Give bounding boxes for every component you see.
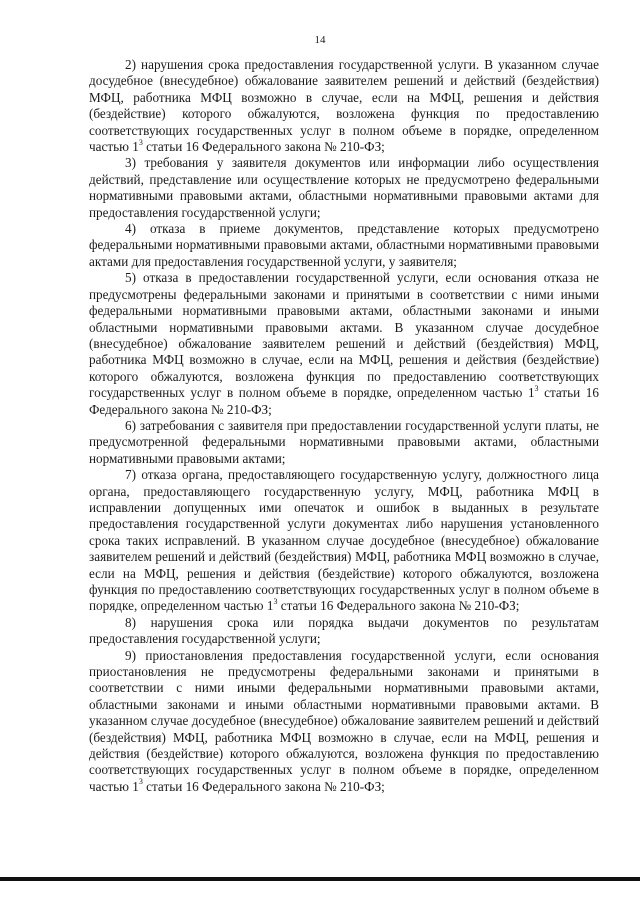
paragraph-item-5 [89,270,599,418]
paragraph-item-6: 6) затребования с заявителя при предоставлении государственной услуги платы, не предусмотренной федеральными нормативными правовыми актами, областными нормативными правовыми актами; [89,417,599,466]
paragraph-text: статьи 16 Федерального закона № 210-ФЗ; [89,385,599,417]
paragraph-item-2 [89,57,599,155]
paragraph-item-7 [89,467,599,615]
page-number: 14 [314,34,326,46]
paragraph-item-8: 8) нарушения срока или порядка выдачи документов по результатам предоставления государственной услуги; [89,614,599,647]
superscript: 3 [534,383,539,393]
paragraph-text: 9) приостановления предоставления государственной услуги, если основания приостановления не предусмотрены федеральными законами и принятыми в соответствии с ними иными федеральными нормативными правовыми актами, областными законами и иными областными нормативными правовыми актами. В указанном случае досудебное (внесудебное) обжалование заявителем решений и действий (бездействия) МФЦ, работника МФЦ возможно в случае, если на МФЦ, решения и действия (бездействие) которого обжалуются, возложена функция по предоставлению соответствующих государственных услуг в полном объеме в порядке, определенном частью 1 [89,647,599,794]
paragraph-text: статьи 16 Федерального закона № 210-ФЗ; [142,139,385,155]
superscript: 3 [273,597,278,607]
paragraph-item-9 [89,648,599,796]
paragraph-text: 5) отказа в предоставлении государственной услуги, если основания отказа не предусмотрены федеральными законами и принятыми в соответствии с ними иными федеральными нормативными правовыми актами, областными законами и иными областными нормативными правовыми актами. В указанном случае досудебное (внесудебное) обжалование заявителем решений и действий (бездействия) МФЦ, работника МФЦ возможно в случае, если на МФЦ, решения и действия (бездействие) которого обжалуются, возложена функция по предоставлению соответствующих государственных услуг в полном объеме в порядке, определенном частью 1 [89,270,599,401]
paragraph-text: статьи 16 Федерального закона № 210-ФЗ; [277,598,520,614]
paragraph-text: 7) отказа органа, предоставляющего государственную услугу, должностного лица органа, предоставляющего государственную услугу, МФЦ, работника МФЦ в исправлении допущенных ими опечаток и ошибок в выданных в результате предоставления государственной услуги документах либо нарушения установленного срока таких исправлений. В указанном случае досудебное (внесудебное) обжалование заявителем решений и действий (бездействия) МФЦ, работника МФЦ возможно в случае, если на МФЦ, решения и действия (бездействие) которого обжалуются, возложена функция по предоставлению соответствующих государственных услуг в полном объеме в порядке, определенном частью 1 [89,467,599,614]
paragraph-text: статьи 16 Федерального закона № 210-ФЗ; [142,778,385,794]
superscript: 3 [138,777,143,787]
paragraph-text: 2) нарушения срока предоставления государственной услуги. В указанном случае досудебное (внесудебное) обжалование заявителем решений и действий (бездействия) МФЦ, работника МФЦ возможно в случае, если на МФЦ, решения и действия (бездействие) которого обжалуются, возложена функция по предоставлению соответствующих государственных услуг в полном объеме в порядке, определенном частью 1 [89,57,599,155]
paragraph-item-3: 3) требования у заявителя документов или информации либо осуществления действий, представление или осуществление которых не предусмотрено федеральными нормативными правовыми актами, областными нормативными правовыми актами для предоставления государственной услуги; [89,155,599,220]
page-bottom-rule [0,877,640,881]
paragraph-item-4: 4) отказа в приеме документов, представление которых предусмотрено федеральными нормативными правовыми актами, областными нормативными правовыми актами для предоставления государственной услуги, у заявителя; [89,221,599,269]
superscript: 3 [138,137,143,147]
document-body [89,57,599,795]
